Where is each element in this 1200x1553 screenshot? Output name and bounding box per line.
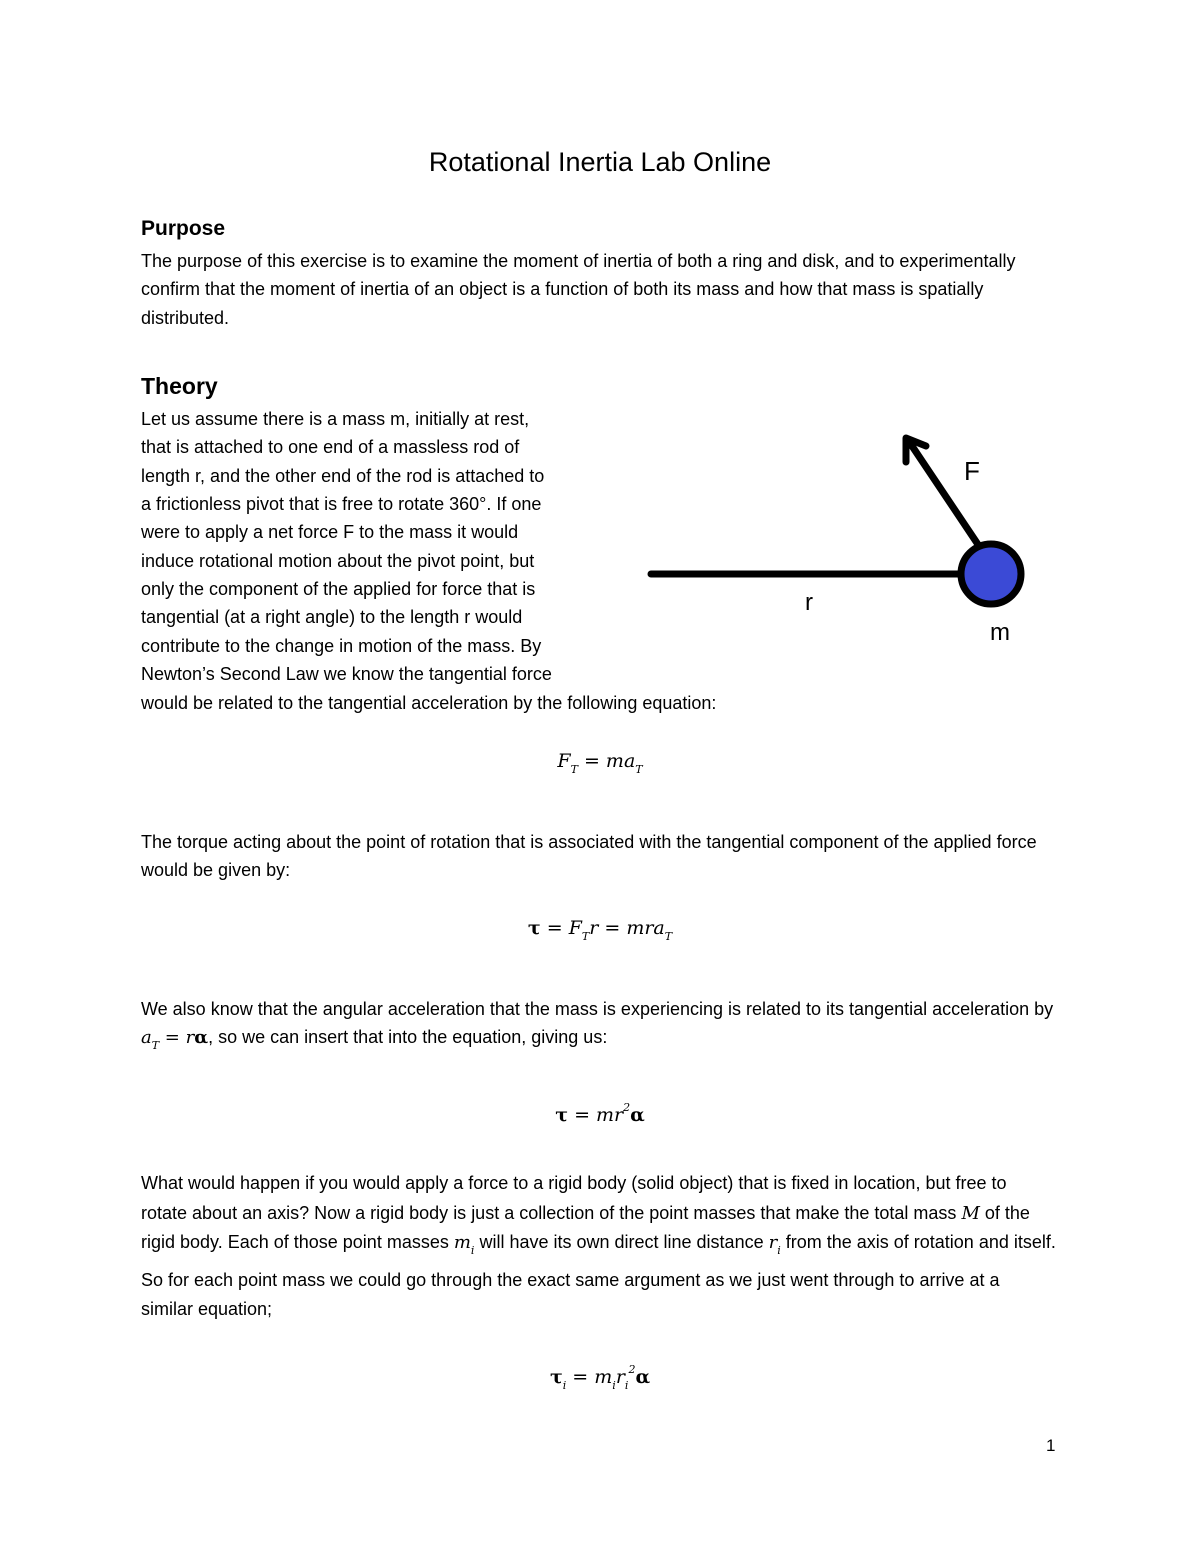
rod-label: r [805, 589, 813, 616]
equation-torque-alpha: $\tau = mr^2\alpha$ [555, 1101, 645, 1126]
page-number: 1 [1046, 1436, 1056, 1455]
theory-line: length r, and the other end of the rod is attached to [141, 466, 545, 486]
rigid-body-paragraph: What would happen if you would apply a force to a rigid body (solid object) that is fixed in location, but free to rotate about an axis? Now a rigid body is just a collection of the point masses that make the total mass M of the rigid body. Each of those point masses $m_i$ will have its own direct line distance $r_i$ from the axis of rotation and itself. So for each point mass we could go through the exact same argument as we just went through to arrive at a similar equation; [141, 1173, 1056, 1319]
theory-line: only the component of the applied for force that is [141, 579, 536, 599]
angular-intro-paragraph: We also know that the angular acceleration that the mass is experiencing is related to its tangential acceleration by $a_T = r\alpha$, so we can insert that into the equation, giving us: [141, 999, 1054, 1053]
theory-line: induce rotational motion about the pivot point, but [141, 551, 535, 571]
theory-line: were to apply a net force F to the mass it would [141, 522, 519, 542]
theory-line: Let us assume there is a mass m, initially at rest, [141, 409, 530, 429]
page-title: Rotational Inertia Lab Online [428, 147, 772, 177]
mass-label: m [990, 619, 1010, 646]
theory-heading: Theory [141, 373, 218, 399]
inline-equation: $a_T = r\alpha$ [141, 1027, 209, 1053]
theory-line: Newton’s Second Law we know the tangential force [141, 664, 552, 684]
theory-line: that is attached to one end of a massless rod of [141, 437, 520, 457]
torque-intro-paragraph: The torque acting about the point of rotation that is associated with the tangential component of the applied force would be given by: [141, 832, 1037, 881]
equation-point-mass-torque: $\tau_i = m_ir_i^2\alpha$ [549, 1363, 651, 1392]
rod-force-diagram [630, 420, 1060, 660]
point-mass [961, 544, 1021, 604]
purpose-paragraph: The purpose of this exercise is to examine the moment of inertia of both a ring and disk, and to experimentally confirm that the moment of inertia of an object is a function of both its mass and how that mass is spatially distributed. [141, 251, 1016, 328]
theory-line: would be related to the tangential acceleration by the following equation: [141, 693, 717, 713]
purpose-heading: Purpose [141, 217, 226, 240]
equation-tangential-force: $F_T = ma_T$ [557, 750, 643, 776]
theory-line: a frictionless pivot that is free to rotate 360°. If one [141, 494, 542, 514]
theory-line: contribute to the change in motion of the mass. By [141, 636, 542, 656]
theory-line: tangential (at a right angle) to the length r would [141, 607, 523, 627]
force-label: F [964, 456, 980, 486]
equation-torque: $\tau = F_Tr = mra_T$ [527, 917, 673, 943]
